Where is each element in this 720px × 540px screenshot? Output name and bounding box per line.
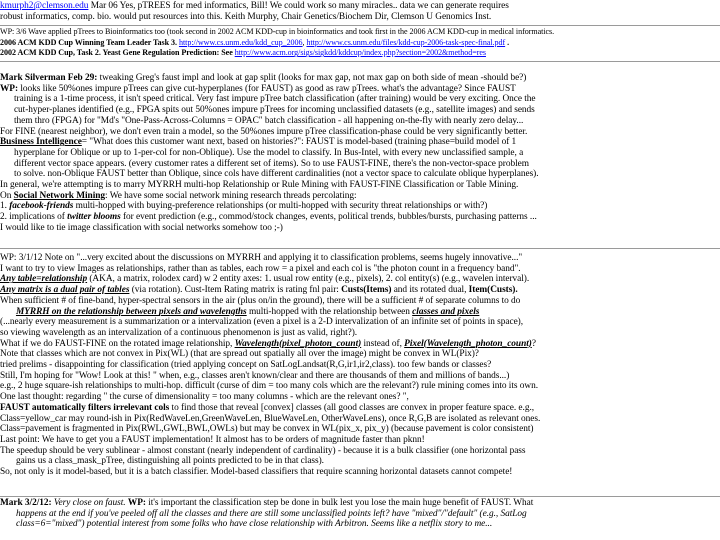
paragraph-text: looks like 50%ones impure pTrees can give cut-hyperplanes (for FAUST) as good as raw pTrees. what's the advantage? Since FAUST [18,83,516,94]
paragraph-text: Very close on faust. [51,498,128,508]
paragraph-text: happens at the end if you've peeled off all the classes and there are still some unclassified points left? have "mixed"/"default" (e.g., SatLog [15,508,527,519]
kdd-2006-line [0,38,718,49]
kdd-2006-link[interactable]: http://www.cs.unm.edu/kdd_cup_2006 [178,37,303,47]
term-label: twitter blooms [67,212,121,223]
paragraph-text: tried prelims - disappointing for classification (tried applying concept on SatLogLandsat(R,G,ir1,ir2,class). too few bands or classes? [0,360,492,371]
term-label: Any matrix is a dual pair of tables [0,285,130,296]
term-label: classes and pixels [412,306,480,317]
author-label: Mark Silverman Feb 29: [0,73,98,83]
paragraph-text: WP: 3/1/12 Note on "...very excited about the discussions on MYRRH and applying it to classification problems, seems hugely innovative..." [0,253,523,263]
term-label: Any table=relationship [0,274,88,285]
paragraph-text: 2. implications of [0,212,68,223]
term-label: pixels and wavelengths [158,306,247,317]
paragraph-text: When sufficient # of fine-band, hyper-spectral sensors in the air (plus on/in the ground), there will be a sufficient # of separate columns to do [0,295,521,306]
paragraph-text: so viewing wavelength as an intervalization of a continuous phenomenon is just as valid, right?). [0,327,358,338]
paragraph-text: = "What does this customer want next, based on histories?": FAUST is model-based (training phase=build model of 1 [81,137,517,148]
kdd-2002-link[interactable]: http://www.acm.org/sigs/sigkdd/kddcup/index.php?section=2002&method=res [234,48,486,58]
paragraph-text: ? [531,338,536,349]
paragraph-text: multi-hopped with the relationship between [246,306,413,317]
term-label: Custs(Items) [341,285,392,296]
paragraph-text: (AKA, a matrix, rolodex card) w 2 entity axes: 1. usual row entity (e.g., pixels), 2. col entity(s) (e.g., wavelen interval). [87,274,530,285]
kdd-2006-label: 2006 ACM KDD Cup Winning Team Leader Task 3. [0,37,179,47]
paragraph-text: I want to try to view Images as relationships, rather than as tables, each row = a pixel and each col is "the photon count in a frequency band". [0,263,521,274]
line-end: . [505,37,510,47]
paragraph-text: cut-hyper-planes identified (e.g., FPGA spits out 50%ones impure pTrees for incoming unclassified datasets (e.g., satellite images) and sends [13,105,535,116]
paragraph-text: for event prediction (e.g., commod/stock changes, events, political trends, bubbles/bursts, purchasing patterns ... [120,212,537,223]
paragraph-text: Note that classes which are not convex in Pix(WL) (that are spread out spatially all over the image) might be convex in WL(Pix)? [0,349,479,360]
term-label: MYRRH on the relationship between [15,306,159,317]
divider [0,248,720,249]
link-separator: , [302,37,307,47]
paragraph-text: (...nearly every measurement is a summarization or a intervalization (even a pixel is a 2-D intervalization of an infinite set of points in space), [0,317,524,328]
kdd-2002-label: 2002 ACM KDD Cup, Task 2. Yeast Gene Regulation Prediction: See [0,48,235,58]
term-label: Wavelength(pixel_photon_count) [234,338,362,349]
term-label: Pixel(Wavelength_photon_count) [404,338,532,349]
paragraph-text: different vector space appears. (every customer rates a different set of items). So to use FAUST-FINE, there's the non-vector-space problem [13,158,529,169]
paragraph-text: to solve. non-Oblique FAUST better than Oblique, since cols have different cardinalities (not a vector space to calculate oblique hyperplanes). [13,169,539,180]
paragraph-text: and its rotated dual, [391,285,469,296]
mark-feb29-section [0,73,720,234]
paragraph-text: Last point: We have to get you a FAUST implementation! It almost has to be orders of magnitude faster than pknn! [0,434,425,445]
list-number: 1. [0,201,10,212]
paragraph-text: hyperplane for Oblique or up to 1-per-col for non-Oblique). Use the model to classify. In Bus-Intel, with every new unclassified sample, a [13,147,524,158]
author-label: Mark 3/2/12: [0,498,52,508]
paragraph-text: On [0,190,14,201]
paragraph-text: In general, we're attempting is to marry MYRRH multi-hop Relationship or Rule Mining with FAUST-FINE Classification or Table Mining. [0,180,519,191]
paragraph-text: So, not only is it model-based, but it is a batch classifier. Model-based classifiers that require scanning horizontal datasets cannot compete! [0,467,513,478]
paragraph-text: The speedup should be very sublinear - almost constant (nearly independent of cardinality) - because it is a bulk classifier (one horizontal pass [0,445,526,456]
paragraph-text: it's important the classification step be done in bulk lest you lose the main huge benefit of FAUST. What [145,498,534,508]
divider [0,25,720,26]
paragraph-text: multi-hopped with buying-preference relationships (or multi-hopped with security threat relationships or with?) [73,201,488,212]
wp-myrrh-section [0,253,720,478]
paragraph-text: class=6="mixed") potential interest from some folks who have close relationship with Arbitron. Seems like a netflix story to me... [15,519,493,530]
paragraph-text: I would like to tie image classification with social networks somehow too ;-) [0,222,283,233]
paragraph-text: e.g., 2 huge square-ish relationships to multi-hop. difficult (curse of dim = too many cols which are the relevant?) rule mining comes into its own. [0,381,539,392]
paragraph-text: training is a 1-time process, it isn't speed critical. Very fast impure pTree batch classification (after training) would be very exciting. Once the [13,94,536,105]
kdd-2002-line [0,48,718,59]
paragraph-text: Class=pavement is fragmented in Pix(RWL,GWL,BWL,OWLs) but may be convex in WL(pix_x, pix_y) (because pavement is color consistent) [0,424,534,435]
paragraph-text: Class=yellow_car may round-ish in Pix(RedWaveLen,GreenWaveLen, BlueWaveLen, OtherWaveLens), once R,G,B are isolated as relevant ones. [0,413,541,424]
email-header [0,1,720,22]
email-link[interactable]: kmurph2@clemson.edu [0,1,89,11]
author-label: WP: [127,498,146,508]
paragraph-text: What if we do FAUST-FINE on the rotated image relationship, [0,338,235,349]
wp-kdd-cup-note [0,27,720,59]
term-label: facebook-friends [9,201,74,212]
mark-mar2-section [0,498,720,530]
header-message: Mar 06 Yes, pTREES for med informatics, Bill! We could work so many miracles.. data we can generate requires [88,1,509,11]
divider [0,496,720,497]
paragraph-text: (via rotation). Cust-Item Rating matrix is rating fnl pair: [129,285,342,296]
paragraph-text: For FINE (nearest neighbor), we don't even train a model, so the 50%ones impure pTree classification-phase could be very significantly better. [0,126,528,137]
term-label: Item(Custs). [468,285,518,296]
term-label: automatically filters irrelevant cols [31,402,170,413]
paragraph-text: tweaking Greg's faust impl and look at gap split (looks for max gap, not max gap on both side of mean -should be?) [97,73,527,83]
term-label: Social Network Mining [13,190,106,201]
term-label: FAUST [0,402,32,413]
paragraph-text: them thro (FPGA) for "Md's "One-Pass-Across-Columns = OPAC" batch classification - all happening on-the-fly with nearly zero delay... [13,115,524,126]
paragraph-text: One last thought: regarding " the curse of dimensionality = too many columns - which are the relevant ones? ", [0,392,409,403]
author-label: WP: [0,83,19,94]
term-label: Business Intelligence [0,137,82,148]
paragraph-text: gains us a class_mask_pTree, distinguishing all points predicted to be in that class). [15,456,324,467]
wp-note-line: WP: 3/6 Wave applied pTrees to Bioinformatics too (took second in 2002 ACM KDD-cup in bioinformatics and took first in the 2006 ACM KDD-cup in medical informatics. [0,27,555,36]
divider [0,61,720,62]
paragraph-text: Still, I'm hoping for "Wow! Look at this! " when, e.g., classes aren't known/clear and there are thousands of them and millions of bands...) [0,370,510,381]
kdd-2006-spec-link[interactable]: http://www.cs.unm.edu/files/kdd-cup-2006-task-spec-final.pdf [306,37,506,47]
paragraph-text: : We have some social network mining research threads percolating: [105,190,357,201]
header-signature: robust informatics, comp. bio. would put resources into this. Keith Murphy, Chair Genetics/Biochem Dir, Clemson U Genomics Inst. [0,11,492,22]
paragraph-text: instead of, [361,338,405,349]
paragraph-text: to find those that reveal [convex] classes (all good classes are convex in proper feature space. e.g., [169,402,535,413]
